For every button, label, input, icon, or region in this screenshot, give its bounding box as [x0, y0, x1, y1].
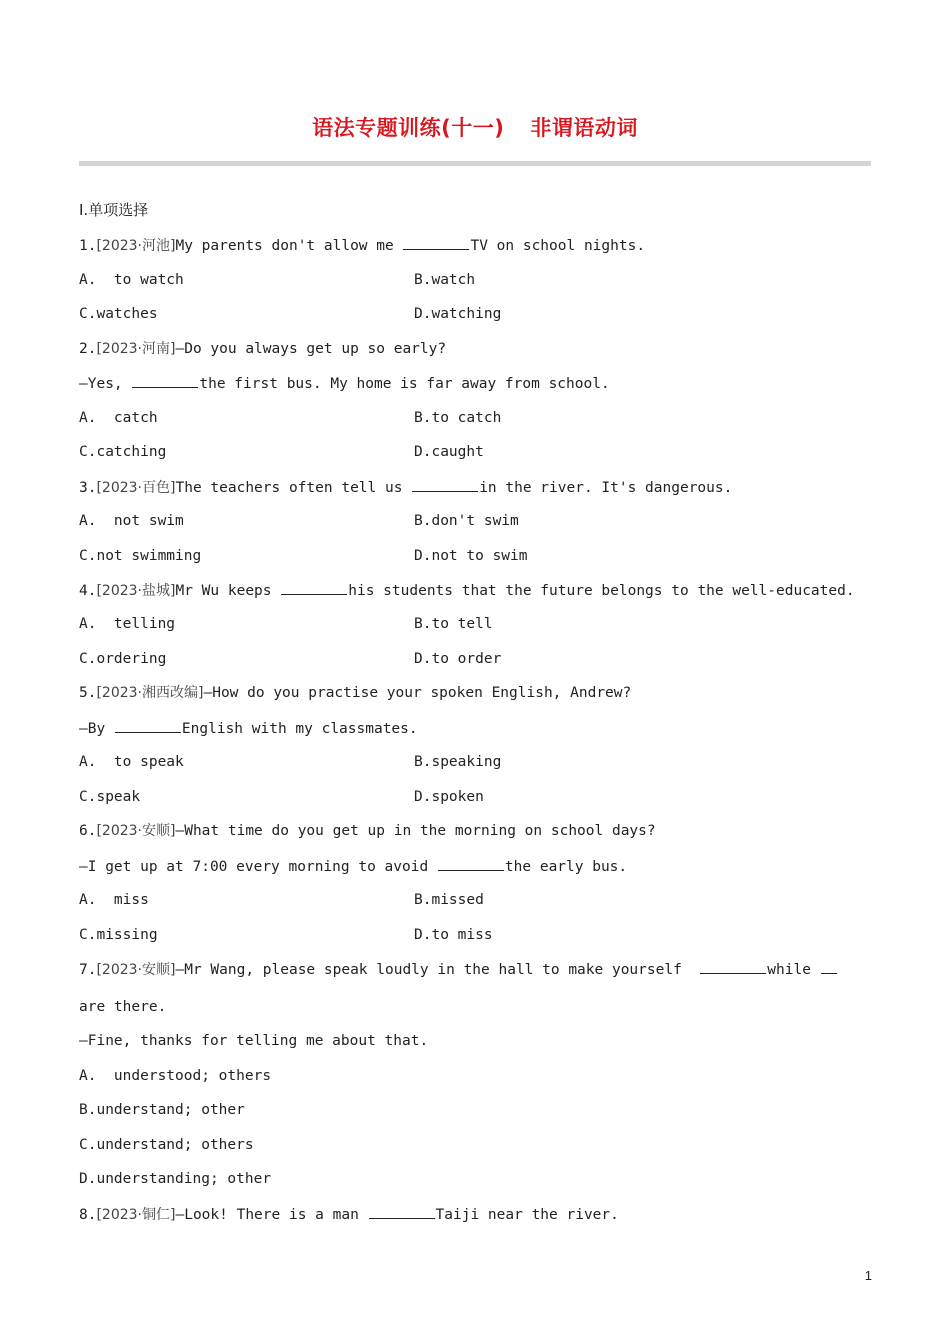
option-c: C.understand; others: [79, 1137, 254, 1153]
option-c: C.speak: [79, 789, 141, 805]
option-a: A. catch: [79, 410, 158, 426]
option-d: D.to order: [414, 651, 502, 667]
answer-blank: [115, 718, 181, 733]
question-source: [2023·河南]: [96, 341, 176, 357]
answer-blank: [281, 580, 347, 595]
question-1: 1.[2023·河池]My parents don't allow me TV on school nights.: [79, 235, 645, 256]
option-d: D.watching: [414, 306, 502, 322]
answer-blank: [700, 959, 766, 974]
option-a: A. not swim: [79, 513, 184, 529]
question-5: 5.[2023·湘西改编]—How do you practise your spoken English, Andrew?: [79, 685, 632, 701]
option-a: A. to speak: [79, 754, 184, 770]
question-7-reply: —Fine, thanks for telling me about that.: [79, 1033, 429, 1049]
option-c: C.missing: [79, 927, 158, 943]
question-source: [2023·河池]: [96, 238, 176, 254]
option-d: D.to miss: [414, 927, 493, 943]
option-a: A. to watch: [79, 272, 184, 288]
question-source: [2023·安顺]: [96, 823, 176, 839]
answer-blank: [438, 856, 504, 871]
option-c: C.ordering: [79, 651, 167, 667]
question-source: [2023·安顺]: [96, 962, 176, 978]
answer-blank: [412, 477, 478, 492]
option-a: A. telling: [79, 616, 176, 632]
question-2-reply: —Yes, the first bus. My home is far away from school.: [79, 373, 610, 394]
question-4: 4.[2023·盐城]Mr Wu keeps his students that the future belongs to the well-educated.: [79, 580, 855, 601]
option-c: C.watches: [79, 306, 158, 322]
option-c: C.not swimming: [79, 548, 202, 564]
question-7: 7.[2023·安顺]—Mr Wang, please speak loudly in the hall to make yourself while: [79, 959, 838, 980]
question-source: [2023·百色]: [96, 480, 176, 496]
question-source: [2023·铜仁]: [96, 1207, 176, 1223]
title-main: 语法专题训练(十一): [312, 116, 505, 140]
option-a: A. understood; others: [79, 1068, 272, 1084]
question-3: 3.[2023·百色]The teachers often tell us in the river. It's dangerous.: [79, 477, 732, 498]
title-sub: 非谓语动词: [530, 116, 638, 140]
option-b: B.missed: [414, 892, 484, 908]
answer-blank: [821, 959, 837, 974]
question-5-reply: —By English with my classmates.: [79, 718, 418, 739]
question-7-cont: are there.: [79, 999, 167, 1015]
option-b: B.don't swim: [414, 513, 519, 529]
option-d: D.caught: [414, 444, 484, 460]
question-8: 8.[2023·铜仁]—Look! There is a man Taiji near the river.: [79, 1204, 619, 1225]
question-2: 2.[2023·河南]—Do you always get up so early?: [79, 341, 447, 357]
option-b: B.to tell: [414, 616, 493, 632]
option-b: B.to catch: [414, 410, 502, 426]
page-number: 1: [864, 1268, 872, 1283]
option-a: A. miss: [79, 892, 149, 908]
question-6: 6.[2023·安顺]—What time do you get up in the morning on school days?: [79, 823, 656, 839]
section-heading: Ⅰ.单项选择: [79, 201, 149, 219]
option-c: C.catching: [79, 444, 167, 460]
option-b: B.speaking: [414, 754, 502, 770]
answer-blank: [369, 1204, 435, 1219]
option-b: B.watch: [414, 272, 476, 288]
question-source: [2023·盐城]: [96, 583, 176, 599]
option-d: D.not to swim: [414, 548, 528, 564]
title-divider: [79, 161, 871, 166]
page-title: [0, 112, 950, 142]
option-b: B.understand; other: [79, 1102, 245, 1118]
answer-blank: [132, 373, 198, 388]
answer-blank: [403, 235, 469, 250]
option-d: D.understanding; other: [79, 1171, 272, 1187]
question-source: [2023·湘西改编]: [96, 685, 204, 701]
option-d: D.spoken: [414, 789, 484, 805]
question-6-reply: —I get up at 7:00 every morning to avoid the early bus.: [79, 856, 627, 877]
